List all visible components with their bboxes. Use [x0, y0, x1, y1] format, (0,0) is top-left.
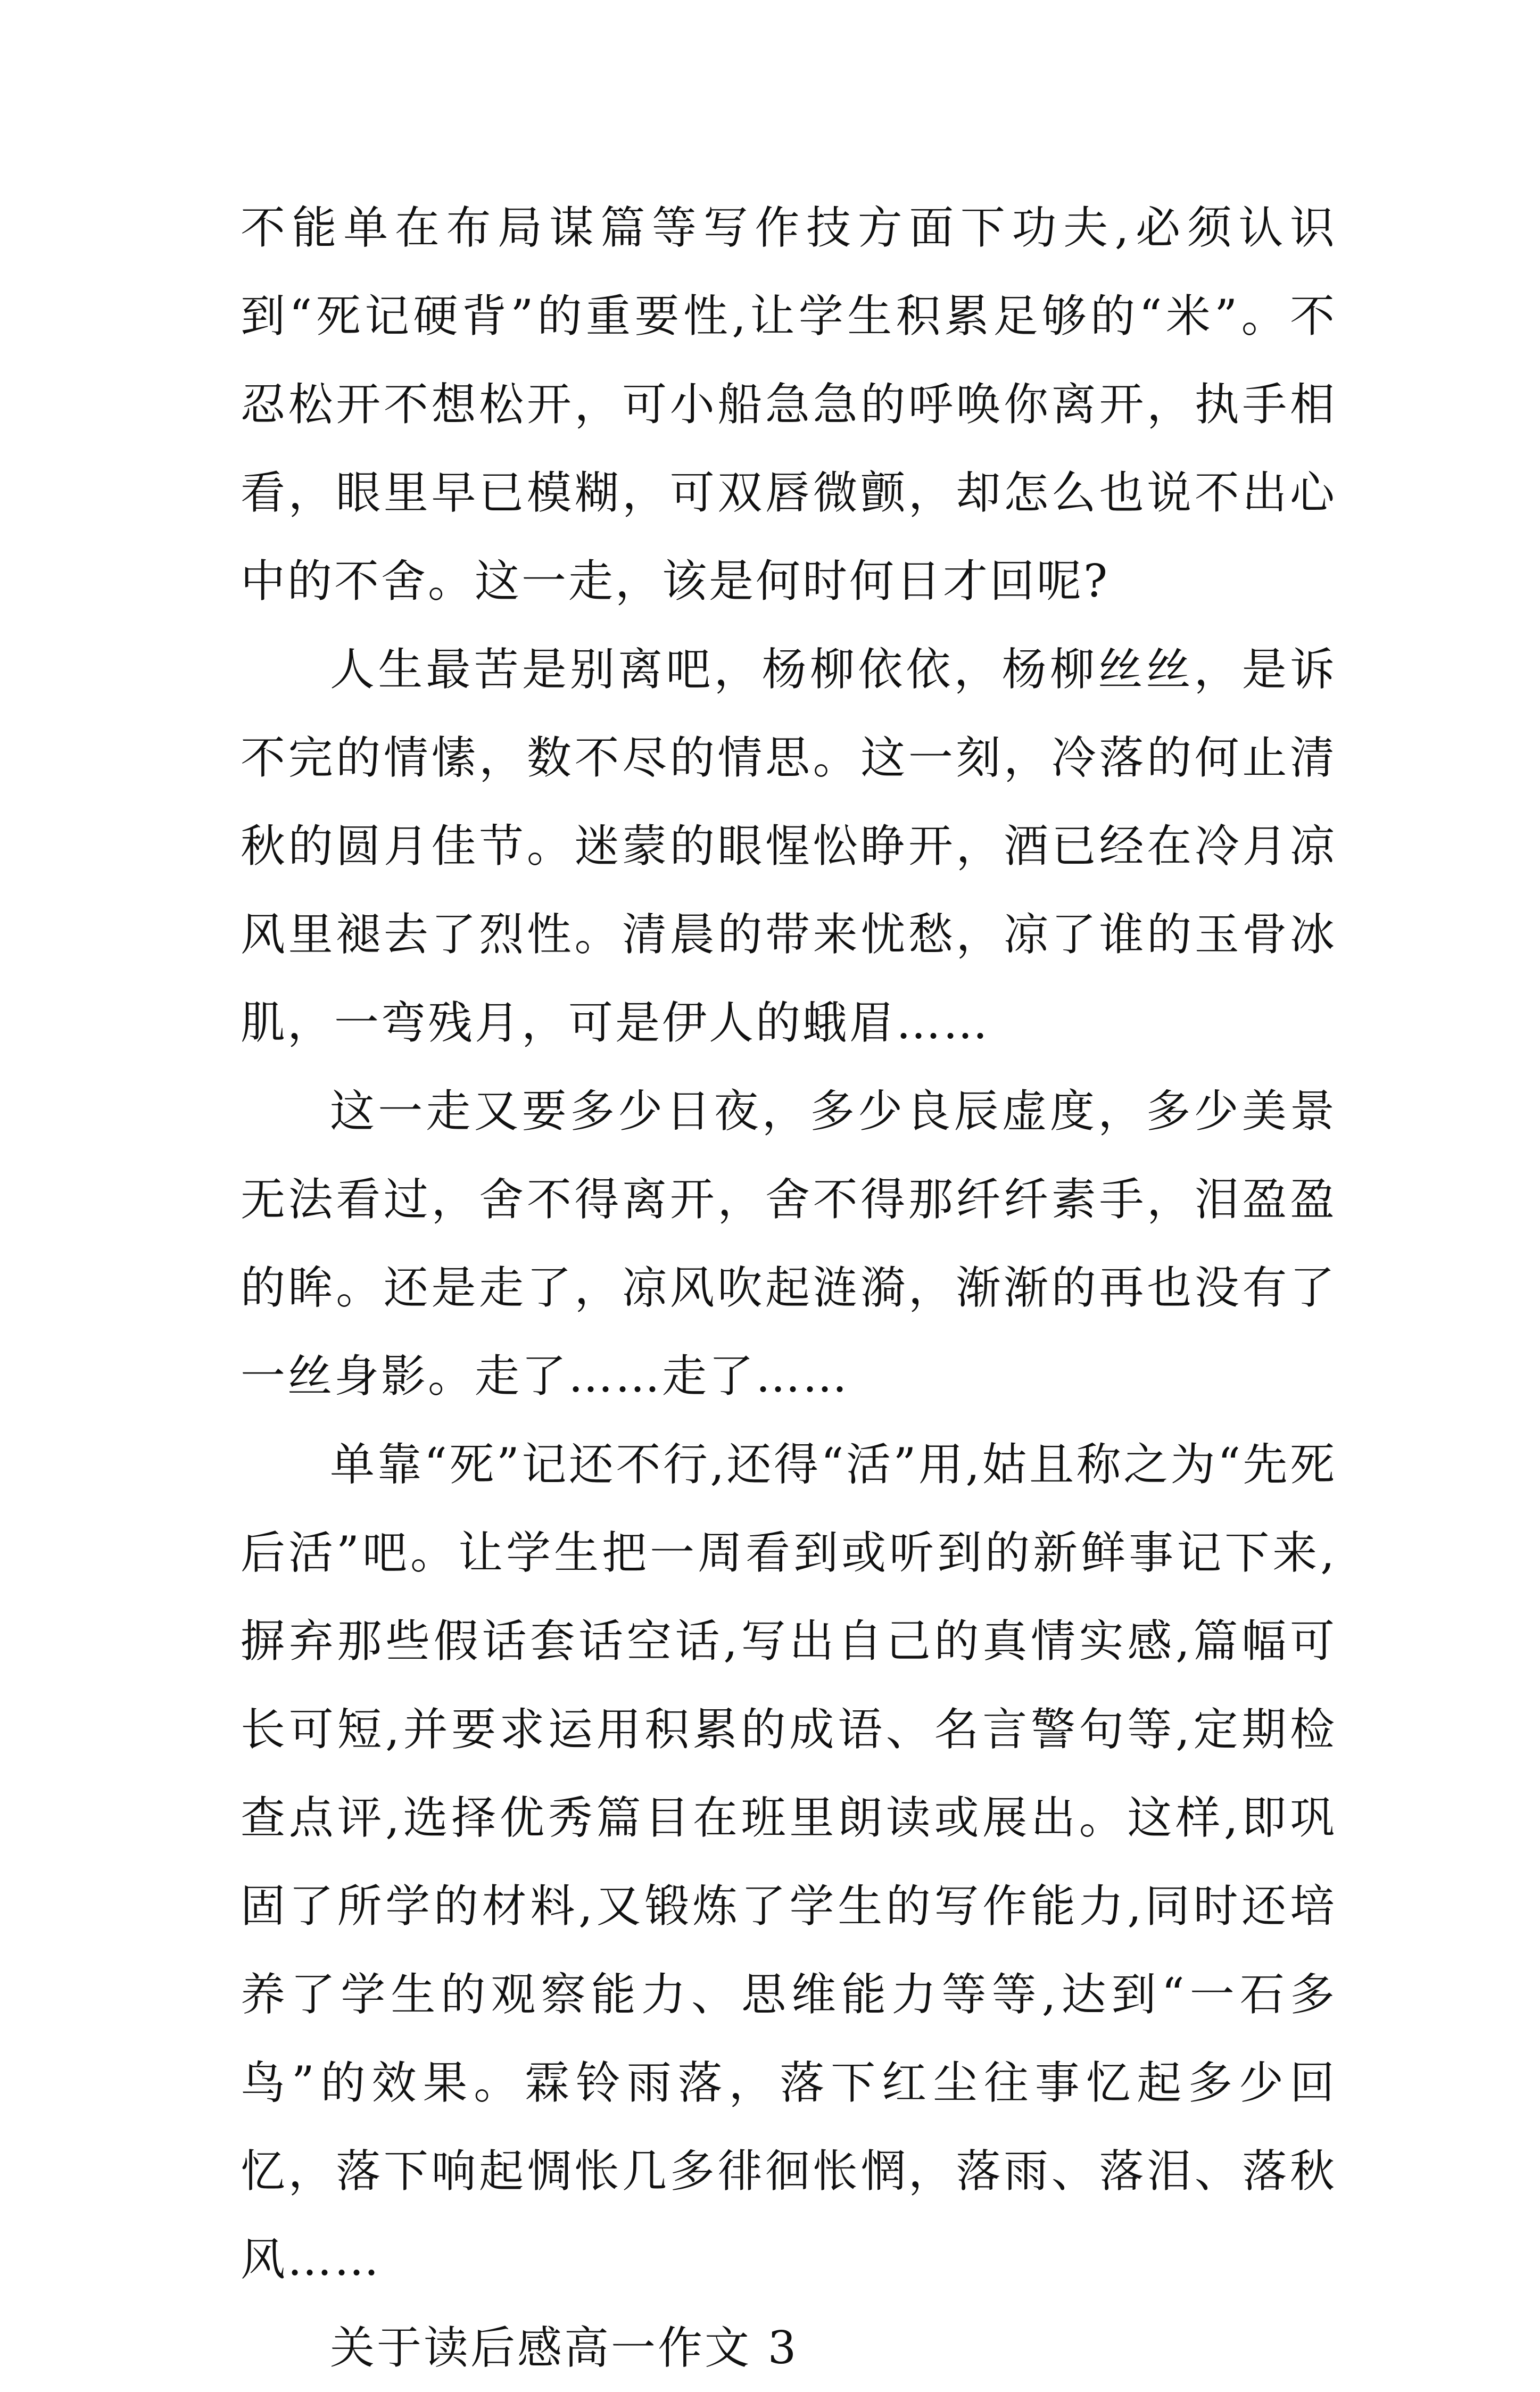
paragraph-3: 这一走又要多少日夜，多少良辰虚度，多少美景无法看过，舍不得离开，舍不得那纤纤素手，泪盈盈的眸。还是走了，凉风吹起涟漪，渐渐的再也没有了一丝身影。走了……走了……: [241, 1085, 1337, 1402]
section-heading: 关于读后感高一作文 3: [330, 2322, 799, 2374]
paragraph-4: 单靠“死”记还不行,还得“活”用,姑且称之为“先死后活”吧。让学生把一周看到或听到的新鲜事记下来,摒弃那些假话套话空话,写出自己的真情实感,篇幅可长可短,并要求运用积累的成语、名言警句等,定期检查点评,选择优秀篇目在班里朗读或展出。这样,即巩固了所学的材料,又锻炼了学生的写作能力,同时还培养了学生的观察能力、思维能力等等,达到“一石多鸟”的效果。霖铃雨落，落下红尘往事忆起多少回忆，落下响起惆怅几多徘徊怅惘，落雨、落泪、落秋风……: [241, 1438, 1337, 2286]
document-body: [241, 184, 1337, 2392]
paragraph-2: 人生最苦是别离吧，杨柳依依，杨柳丝丝，是诉不完的情愫，数不尽的情思。这一刻，冷落的何止清秋的圆月佳节。迷蒙的眼惺忪睁开，酒已经在冷月凉风里褪去了烈性。清晨的带来忧愁，凉了谁的玉骨冰肌，一弯残月，可是伊人的蛾眉……: [241, 643, 1337, 1049]
paragraph-1: 不能单在布局谋篇等写作技方面下功夫,必须认识到“死记硬背”的重要性,让学生积累足够的“米”。不忍松开不想松开，可小船急急的呼唤你离开，执手相看，眼里早已模糊，可双唇微颤，却怎么也说不出心中的不舍。这一走，该是何时何日才回呢?: [241, 202, 1337, 607]
